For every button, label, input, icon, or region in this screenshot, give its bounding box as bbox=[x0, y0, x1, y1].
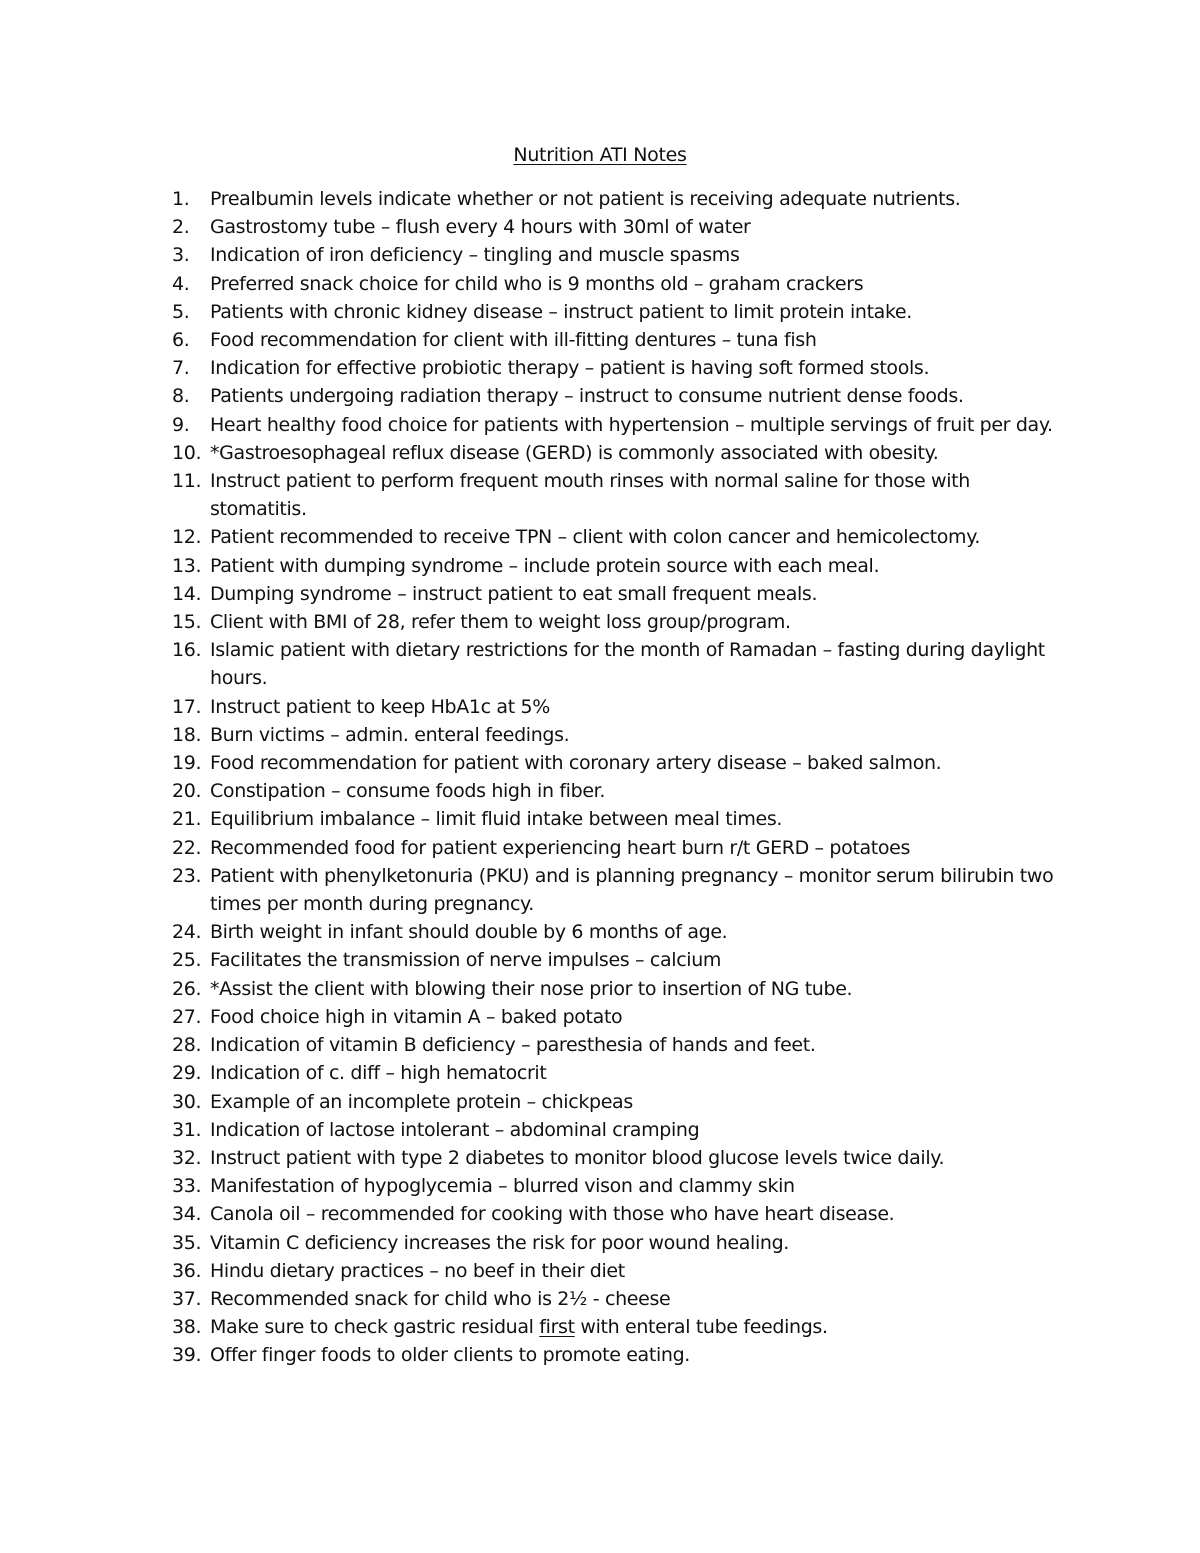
note-number: 38. bbox=[172, 1316, 202, 1339]
note-text: Recommended food for patient experiencing heart burn r/t GERD – potatoes bbox=[210, 836, 911, 859]
page-title bbox=[0, 141, 1200, 169]
note-number: 24. bbox=[172, 921, 202, 944]
note-number: 35. bbox=[172, 1231, 202, 1254]
note-number: 18. bbox=[172, 723, 202, 746]
note-number: 5. bbox=[172, 300, 190, 323]
note-text: Preferred snack choice for child who is 9 months old – graham crackers bbox=[210, 272, 864, 295]
note-text-part: with enteral tube feedings. bbox=[574, 1316, 828, 1339]
note-text: Patient with phenylketonuria (PKU) and is planning pregnancy – monitor serum bilirubin two times per month during pregnancy. bbox=[210, 864, 1054, 916]
note-number: 13. bbox=[172, 554, 202, 577]
note-text: Offer finger foods to older clients to promote eating. bbox=[210, 1344, 690, 1367]
note-item bbox=[172, 1172, 1062, 1200]
note-number: 19. bbox=[172, 752, 202, 775]
note-item bbox=[172, 918, 1062, 946]
note-number: 30. bbox=[172, 1090, 202, 1113]
note-number: 17. bbox=[172, 695, 202, 718]
note-text: *Assist the client with blowing their nose prior to insertion of NG tube. bbox=[210, 977, 853, 1000]
note-text: Heart healthy food choice for patients with hypertension – multiple servings of fruit per day. bbox=[210, 413, 1053, 436]
note-number: 7. bbox=[172, 357, 190, 380]
note-number: 28. bbox=[172, 1034, 202, 1057]
note-text: Vitamin C deficiency increases the risk for poor wound healing. bbox=[210, 1231, 790, 1254]
note-number: 26. bbox=[172, 977, 202, 1000]
note-number: 15. bbox=[172, 611, 202, 634]
note-number: 1. bbox=[172, 188, 190, 210]
note-item bbox=[172, 241, 1062, 269]
note-text: Canola oil – recommended for cooking with those who have heart disease. bbox=[210, 1203, 895, 1226]
note-item bbox=[172, 1285, 1062, 1313]
note-text: Food choice high in vitamin A – baked potato bbox=[210, 1005, 623, 1028]
note-number: 21. bbox=[172, 808, 202, 831]
note-item bbox=[172, 298, 1062, 326]
note-item bbox=[172, 1341, 1062, 1369]
note-item bbox=[172, 382, 1062, 410]
note-number: 16. bbox=[172, 639, 202, 662]
note-item bbox=[172, 805, 1062, 833]
note-item bbox=[172, 354, 1062, 382]
note-item bbox=[172, 185, 1062, 213]
note-number: 39. bbox=[172, 1344, 202, 1367]
note-number: 11. bbox=[172, 470, 202, 493]
note-text: Recommended snack for child who is 2½ - cheese bbox=[210, 1287, 671, 1310]
note-text: Equilibrium imbalance – limit fluid intake between meal times. bbox=[210, 808, 783, 831]
note-text-part: Make sure to check gastric residual bbox=[210, 1316, 540, 1339]
note-text: Example of an incomplete protein – chickpeas bbox=[210, 1090, 633, 1113]
note-number: 33. bbox=[172, 1175, 202, 1198]
note-number: 37. bbox=[172, 1287, 202, 1310]
note-text: Indication for effective probiotic therapy – patient is having soft formed stools. bbox=[210, 357, 930, 380]
note-number: 14. bbox=[172, 582, 202, 605]
note-item bbox=[172, 467, 1062, 523]
note-item bbox=[172, 1229, 1062, 1257]
note-item bbox=[172, 1257, 1062, 1285]
note-text: Instruct patient to perform frequent mouth rinses with normal saline for those with stomatitis. bbox=[210, 470, 970, 521]
note-item bbox=[172, 1313, 1062, 1341]
note-emphasis: first bbox=[539, 1316, 575, 1339]
note-item bbox=[172, 608, 1062, 636]
note-item bbox=[172, 270, 1062, 298]
note-number: 20. bbox=[172, 780, 202, 803]
note-text: Patients with chronic kidney disease – instruct patient to limit protein intake. bbox=[210, 300, 912, 323]
note-item bbox=[172, 411, 1062, 439]
note-item bbox=[172, 975, 1062, 1003]
note-text: Dumping syndrome – instruct patient to eat small frequent meals. bbox=[210, 582, 818, 605]
note-item bbox=[172, 439, 1062, 467]
note-number: 3. bbox=[172, 244, 190, 267]
note-item bbox=[172, 946, 1062, 974]
note-text: Manifestation of hypoglycemia – blurred vison and clammy skin bbox=[210, 1175, 795, 1198]
note-text: Patient recommended to receive TPN – client with colon cancer and hemicolectomy. bbox=[210, 526, 981, 549]
note-item bbox=[172, 552, 1062, 580]
page-title-text: Nutrition ATI Notes bbox=[513, 144, 687, 166]
note-item bbox=[172, 1144, 1062, 1172]
note-text: Indication of c. diff – high hematocrit bbox=[210, 1062, 547, 1085]
note-number: 31. bbox=[172, 1118, 202, 1141]
note-item bbox=[172, 1031, 1062, 1059]
note-text: Indication of iron deficiency – tingling and muscle spasms bbox=[210, 244, 740, 267]
note-text: Islamic patient with dietary restrictions for the month of Ramadan – fasting during daylight hours. bbox=[210, 639, 1045, 690]
note-number: 29. bbox=[172, 1062, 202, 1085]
note-item bbox=[172, 862, 1062, 918]
note-text: Patient with dumping syndrome – include protein source with each meal. bbox=[210, 554, 880, 577]
note-item bbox=[172, 580, 1062, 608]
note-item bbox=[172, 693, 1062, 721]
note-text: Instruct patient to keep HbA1c at 5% bbox=[210, 695, 550, 718]
note-text bbox=[210, 1313, 1062, 1341]
note-number: 9. bbox=[172, 413, 190, 436]
note-text: Facilitates the transmission of nerve impulses – calcium bbox=[210, 949, 722, 972]
note-number: 8. bbox=[172, 385, 190, 408]
note-item bbox=[172, 636, 1062, 692]
note-text: Client with BMI of 28, refer them to weight loss group/program. bbox=[210, 611, 791, 634]
note-item bbox=[172, 721, 1062, 749]
note-number: 36. bbox=[172, 1259, 202, 1282]
note-number: 10. bbox=[172, 441, 202, 464]
note-text: Indication of vitamin B deficiency – paresthesia of hands and feet. bbox=[210, 1034, 816, 1057]
note-text: Indication of lactose intolerant – abdominal cramping bbox=[210, 1118, 700, 1141]
notes-list bbox=[172, 185, 1062, 1370]
note-text: Patients undergoing radiation therapy – instruct to consume nutrient dense foods. bbox=[210, 385, 964, 408]
note-number: 22. bbox=[172, 836, 202, 859]
note-number: 23. bbox=[172, 864, 202, 887]
note-text: Gastrostomy tube – flush every 4 hours with 30ml of water bbox=[210, 216, 751, 239]
note-text: Instruct patient with type 2 diabetes to monitor blood glucose levels twice daily. bbox=[210, 1146, 945, 1169]
note-number: 32. bbox=[172, 1146, 202, 1169]
note-item bbox=[172, 749, 1062, 777]
note-item bbox=[172, 326, 1062, 354]
note-number: 6. bbox=[172, 329, 190, 352]
note-text: Food recommendation for client with ill-fitting dentures – tuna fish bbox=[210, 329, 817, 352]
note-text: Prealbumin levels indicate whether or not patient is receiving adequate nutrients. bbox=[210, 188, 961, 210]
note-number: 34. bbox=[172, 1203, 202, 1226]
note-text: Constipation – consume foods high in fiber. bbox=[210, 780, 606, 803]
note-item bbox=[172, 777, 1062, 805]
note-item bbox=[172, 523, 1062, 551]
note-item bbox=[172, 834, 1062, 862]
note-item bbox=[172, 213, 1062, 241]
note-text: Birth weight in infant should double by 6 months of age. bbox=[210, 921, 728, 944]
note-text: Food recommendation for patient with coronary artery disease – baked salmon. bbox=[210, 752, 942, 775]
note-number: 4. bbox=[172, 272, 190, 295]
note-text: *Gastroesophageal reflux disease (GERD) is commonly associated with obesity. bbox=[210, 441, 939, 464]
note-text: Burn victims – admin. enteral feedings. bbox=[210, 723, 570, 746]
note-item bbox=[172, 1088, 1062, 1116]
note-text: Hindu dietary practices – no beef in their diet bbox=[210, 1259, 625, 1282]
note-item bbox=[172, 1200, 1062, 1228]
note-item bbox=[172, 1059, 1062, 1087]
note-number: 2. bbox=[172, 216, 190, 239]
note-item bbox=[172, 1003, 1062, 1031]
note-number: 25. bbox=[172, 949, 202, 972]
note-number: 27. bbox=[172, 1005, 202, 1028]
note-item bbox=[172, 1116, 1062, 1144]
note-number: 12. bbox=[172, 526, 202, 549]
